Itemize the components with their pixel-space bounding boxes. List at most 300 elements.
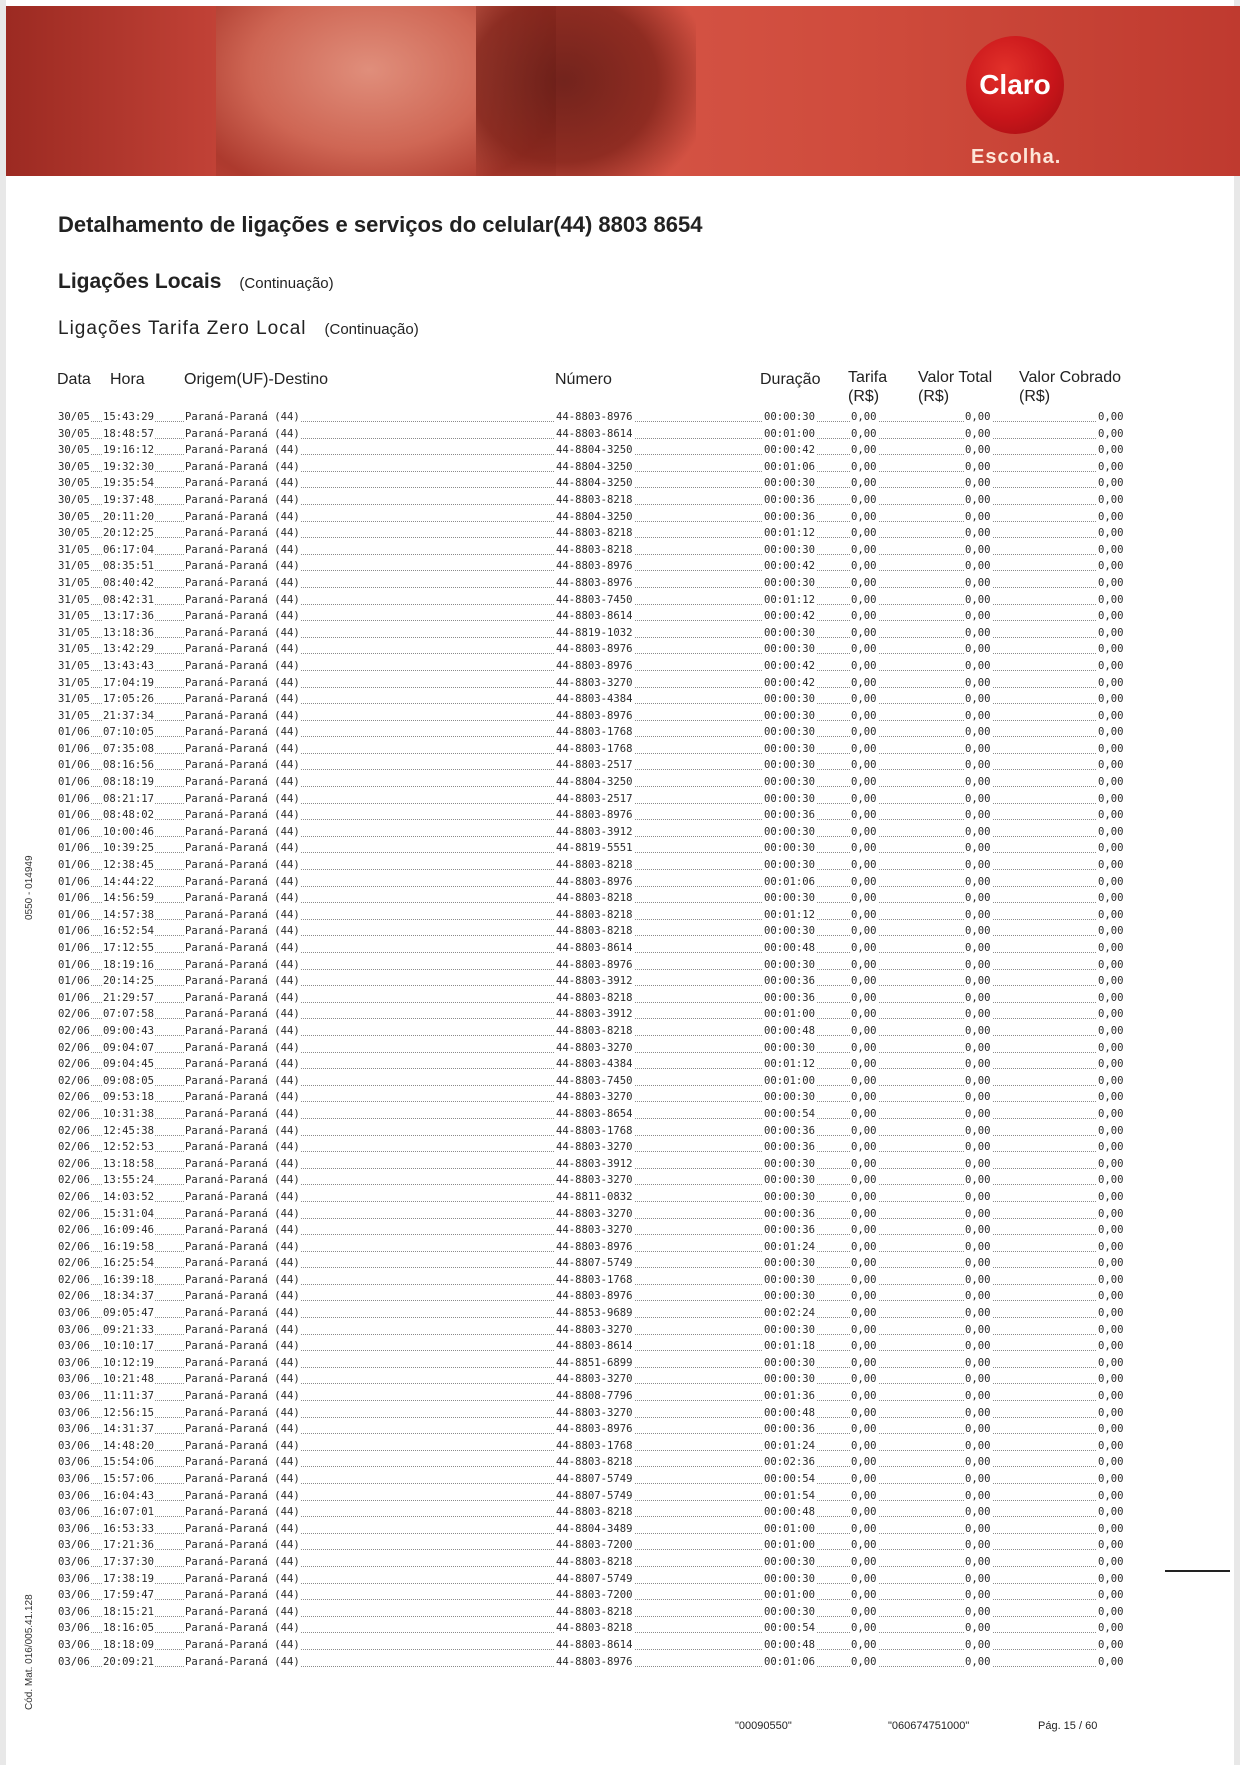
cell-origem: Paraná-Paraná (44) [184,1637,301,1654]
cell-data: 31/05 [57,558,91,575]
cell-numero: 44-8803-1768 [555,1272,634,1289]
cell-data: 31/05 [57,708,91,725]
cell-origem: Paraná-Paraná (44) [184,658,301,675]
cell-tarifa: 0,00 [850,1604,878,1621]
cell-numero: 44-8803-8218 [555,525,634,542]
cell-numero: 44-8803-8218 [555,907,634,924]
cell-duracao: 00:01:18 [763,1338,816,1355]
cell-data: 01/06 [57,990,91,1007]
cell-origem: Paraná-Paraná (44) [184,1123,301,1140]
cell-numero: 44-8804-3250 [555,442,634,459]
cell-valor-total: 0,00 [964,1305,992,1322]
cell-hora: 16:09:46 [102,1222,155,1239]
cell-numero: 44-8804-3489 [555,1521,634,1538]
scan-edge [0,0,6,1765]
table-row [57,1222,1122,1239]
cell-data: 03/06 [57,1371,91,1388]
cell-valor-total: 0,00 [964,592,992,609]
table-row [57,1405,1122,1422]
cell-numero: 44-8803-8976 [555,1239,634,1256]
cell-valor-cobrado: 0,00 [1097,923,1125,940]
cell-valor-total: 0,00 [964,1123,992,1140]
cell-origem: Paraná-Paraná (44) [184,890,301,907]
cell-duracao: 00:01:24 [763,1438,816,1455]
cell-hora: 14:31:37 [102,1421,155,1438]
cell-tarifa: 0,00 [850,625,878,642]
table-row [57,1255,1122,1272]
cell-hora: 19:35:54 [102,475,155,492]
cell-data: 03/06 [57,1405,91,1422]
cell-data: 02/06 [57,1206,91,1223]
cell-tarifa: 0,00 [850,575,878,592]
cell-data: 03/06 [57,1654,91,1671]
cell-valor-total: 0,00 [964,807,992,824]
cell-data: 02/06 [57,1239,91,1256]
cell-valor-cobrado: 0,00 [1097,542,1125,559]
cell-numero: 44-8803-8218 [555,492,634,509]
cell-origem: Paraná-Paraná (44) [184,907,301,924]
cell-valor-total: 0,00 [964,824,992,841]
table-row [57,1023,1122,1040]
cell-hora: 17:59:47 [102,1587,155,1604]
table-row [57,1371,1122,1388]
cell-origem: Paraná-Paraná (44) [184,840,301,857]
cell-valor-cobrado: 0,00 [1097,1454,1125,1471]
cell-tarifa: 0,00 [850,558,878,575]
cell-data: 02/06 [57,1073,91,1090]
cell-numero: 44-8803-3270 [555,1172,634,1189]
table-row [57,973,1122,990]
cell-valor-total: 0,00 [964,1388,992,1405]
cell-data: 31/05 [57,542,91,559]
cell-duracao: 00:00:54 [763,1620,816,1637]
cell-duracao: 00:00:30 [763,840,816,857]
cell-duracao: 00:00:30 [763,691,816,708]
cell-data: 03/06 [57,1521,91,1538]
cell-valor-total: 0,00 [964,1554,992,1571]
cell-duracao: 00:00:42 [763,675,816,692]
cell-duracao: 00:00:30 [763,475,816,492]
cell-tarifa: 0,00 [850,1338,878,1355]
cell-origem: Paraná-Paraná (44) [184,724,301,741]
cell-data: 03/06 [57,1471,91,1488]
cell-origem: Paraná-Paraná (44) [184,426,301,443]
cell-valor-cobrado: 0,00 [1097,1206,1125,1223]
table-row [57,957,1122,974]
cell-data: 30/05 [57,409,91,426]
cell-tarifa: 0,00 [850,1156,878,1173]
table-row [57,608,1122,625]
cell-valor-total: 0,00 [964,791,992,808]
cell-numero: 44-8803-3270 [555,1222,634,1239]
cell-valor-total: 0,00 [964,1139,992,1156]
cell-hora: 19:37:48 [102,492,155,509]
cell-valor-cobrado: 0,00 [1097,1521,1125,1538]
cell-valor-cobrado: 0,00 [1097,1471,1125,1488]
cell-hora: 13:18:58 [102,1156,155,1173]
cell-valor-cobrado: 0,00 [1097,1604,1125,1621]
table-row [57,1073,1122,1090]
cell-valor-total: 0,00 [964,1571,992,1588]
cell-duracao: 00:00:30 [763,741,816,758]
cell-numero: 44-8803-8218 [555,1454,634,1471]
cell-valor-total: 0,00 [964,1172,992,1189]
cell-valor-total: 0,00 [964,558,992,575]
cell-valor-cobrado: 0,00 [1097,1288,1125,1305]
cell-duracao: 00:00:30 [763,774,816,791]
cell-numero: 44-8803-8614 [555,426,634,443]
cell-hora: 21:29:57 [102,990,155,1007]
cell-origem: Paraná-Paraná (44) [184,1454,301,1471]
table-row [57,1156,1122,1173]
cell-tarifa: 0,00 [850,807,878,824]
cell-origem: Paraná-Paraná (44) [184,774,301,791]
table-row [57,1571,1122,1588]
cell-origem: Paraná-Paraná (44) [184,1322,301,1339]
cell-valor-total: 0,00 [964,475,992,492]
table-row [57,840,1122,857]
cell-duracao: 00:01:06 [763,1654,816,1671]
cell-duracao: 00:00:30 [763,575,816,592]
cell-data: 30/05 [57,509,91,526]
cell-tarifa: 0,00 [850,1405,878,1422]
cell-duracao: 00:00:36 [763,509,816,526]
cell-valor-cobrado: 0,00 [1097,1156,1125,1173]
cell-duracao: 00:00:54 [763,1106,816,1123]
cell-valor-total: 0,00 [964,1056,992,1073]
cell-hora: 08:48:02 [102,807,155,824]
cell-valor-cobrado: 0,00 [1097,774,1125,791]
cell-data: 02/06 [57,1006,91,1023]
cell-data: 03/06 [57,1604,91,1621]
cell-duracao: 00:01:12 [763,907,816,924]
cell-tarifa: 0,00 [850,1172,878,1189]
cell-data: 03/06 [57,1438,91,1455]
cell-data: 30/05 [57,492,91,509]
table-row [57,492,1122,509]
cell-tarifa: 0,00 [850,1504,878,1521]
scan-edge [1234,0,1240,1765]
cell-valor-cobrado: 0,00 [1097,1106,1125,1123]
cell-hora: 15:54:06 [102,1454,155,1471]
cell-duracao: 00:00:30 [763,1604,816,1621]
cell-data: 03/06 [57,1488,91,1505]
cell-numero: 44-8803-8976 [555,807,634,824]
cell-hora: 16:53:33 [102,1521,155,1538]
cell-data: 31/05 [57,608,91,625]
cell-numero: 44-8807-5749 [555,1471,634,1488]
cell-data: 02/06 [57,1222,91,1239]
cell-data: 01/06 [57,824,91,841]
cell-tarifa: 0,00 [850,874,878,891]
cell-tarifa: 0,00 [850,791,878,808]
cell-origem: Paraná-Paraná (44) [184,1438,301,1455]
cell-numero: 44-8853-9689 [555,1305,634,1322]
cell-valor-cobrado: 0,00 [1097,973,1125,990]
cell-hora: 19:16:12 [102,442,155,459]
cell-tarifa: 0,00 [850,1421,878,1438]
cell-valor-total: 0,00 [964,1405,992,1422]
cell-data: 30/05 [57,475,91,492]
col-header-numero: Número [555,371,612,388]
table-row [57,1537,1122,1554]
cell-duracao: 00:01:00 [763,426,816,443]
cell-valor-cobrado: 0,00 [1097,874,1125,891]
cell-numero: 44-8808-7796 [555,1388,634,1405]
cell-tarifa: 0,00 [850,1123,878,1140]
cell-valor-total: 0,00 [964,940,992,957]
table-row [57,592,1122,609]
cell-tarifa: 0,00 [850,492,878,509]
cell-hora: 09:53:18 [102,1089,155,1106]
cell-hora: 14:44:22 [102,874,155,891]
cell-valor-total: 0,00 [964,757,992,774]
cell-valor-total: 0,00 [964,957,992,974]
cell-origem: Paraná-Paraná (44) [184,807,301,824]
cell-valor-cobrado: 0,00 [1097,492,1125,509]
cell-valor-total: 0,00 [964,1023,992,1040]
cell-duracao: 00:00:30 [763,1288,816,1305]
table-row [57,724,1122,741]
cell-data: 02/06 [57,1023,91,1040]
cell-hora: 14:56:59 [102,890,155,907]
cell-duracao: 00:00:30 [763,791,816,808]
cell-valor-total: 0,00 [964,1006,992,1023]
cell-tarifa: 0,00 [850,509,878,526]
table-row [57,1189,1122,1206]
cell-numero: 44-8807-5749 [555,1255,634,1272]
cell-numero: 44-8803-3912 [555,1006,634,1023]
cell-numero: 44-8803-1768 [555,1123,634,1140]
table-row [57,1139,1122,1156]
cell-valor-total: 0,00 [964,1537,992,1554]
cell-numero: 44-8803-8218 [555,857,634,874]
cell-hora: 17:21:36 [102,1537,155,1554]
cell-valor-total: 0,00 [964,907,992,924]
cell-hora: 08:35:51 [102,558,155,575]
cell-data: 01/06 [57,874,91,891]
cell-numero: 44-8803-2517 [555,791,634,808]
cell-origem: Paraná-Paraná (44) [184,757,301,774]
cell-data: 01/06 [57,757,91,774]
cell-valor-total: 0,00 [964,1106,992,1123]
cell-origem: Paraná-Paraná (44) [184,558,301,575]
cell-duracao: 00:00:48 [763,1023,816,1040]
cell-valor-cobrado: 0,00 [1097,1620,1125,1637]
cell-hora: 10:00:46 [102,824,155,841]
cell-tarifa: 0,00 [850,641,878,658]
cell-tarifa: 0,00 [850,442,878,459]
cell-hora: 08:40:42 [102,575,155,592]
cell-origem: Paraná-Paraná (44) [184,990,301,1007]
cell-hora: 06:17:04 [102,542,155,559]
cell-valor-cobrado: 0,00 [1097,475,1125,492]
cell-origem: Paraná-Paraná (44) [184,1172,301,1189]
cell-hora: 13:42:29 [102,641,155,658]
cell-hora: 14:57:38 [102,907,155,924]
cell-origem: Paraná-Paraná (44) [184,492,301,509]
cell-valor-cobrado: 0,00 [1097,1305,1125,1322]
banner-photo-detail [476,6,696,176]
cell-duracao: 00:00:42 [763,558,816,575]
call-table-body [57,409,1122,1670]
table-row [57,1322,1122,1339]
cell-valor-cobrado: 0,00 [1097,1040,1125,1057]
cell-numero: 44-8803-3912 [555,973,634,990]
cell-valor-cobrado: 0,00 [1097,1438,1125,1455]
cell-valor-total: 0,00 [964,1206,992,1223]
cell-tarifa: 0,00 [850,525,878,542]
cell-duracao: 00:00:36 [763,492,816,509]
cell-valor-cobrado: 0,00 [1097,708,1125,725]
cell-duracao: 00:00:30 [763,1040,816,1057]
cell-data: 02/06 [57,1040,91,1057]
cell-tarifa: 0,00 [850,990,878,1007]
table-row [57,741,1122,758]
cell-numero: 44-8803-3270 [555,675,634,692]
cell-duracao: 00:00:30 [763,1156,816,1173]
cell-duracao: 00:00:30 [763,1272,816,1289]
table-row [57,807,1122,824]
cell-origem: Paraná-Paraná (44) [184,509,301,526]
cell-duracao: 00:00:30 [763,757,816,774]
cell-duracao: 00:00:36 [763,1206,816,1223]
subsection-continuation: (Continuação) [324,321,419,338]
cell-hora: 19:32:30 [102,459,155,476]
cell-valor-total: 0,00 [964,1239,992,1256]
cell-numero: 44-8803-4384 [555,1056,634,1073]
cell-numero: 44-8803-8218 [555,1504,634,1521]
cell-duracao: 00:00:30 [763,724,816,741]
cell-numero: 44-8807-5749 [555,1488,634,1505]
cell-data: 31/05 [57,658,91,675]
cell-data: 03/06 [57,1388,91,1405]
cell-valor-cobrado: 0,00 [1097,757,1125,774]
cell-valor-total: 0,00 [964,890,992,907]
cell-valor-cobrado: 0,00 [1097,1654,1125,1671]
cell-origem: Paraná-Paraná (44) [184,1604,301,1621]
cell-data: 02/06 [57,1106,91,1123]
cell-tarifa: 0,00 [850,542,878,559]
cell-hora: 16:19:58 [102,1239,155,1256]
cell-valor-total: 0,00 [964,1604,992,1621]
col-header-valor-cobrado: Valor Cobrado (R$) [1019,369,1121,405]
cell-tarifa: 0,00 [850,1521,878,1538]
col-header-data: Data [57,371,91,388]
cell-duracao: 00:00:42 [763,442,816,459]
header-banner [6,6,1240,176]
cell-data: 03/06 [57,1571,91,1588]
cell-numero: 44-8803-8976 [555,558,634,575]
table-row [57,1355,1122,1372]
cell-origem: Paraná-Paraná (44) [184,675,301,692]
cell-duracao: 00:00:48 [763,1637,816,1654]
cell-data: 31/05 [57,675,91,692]
cell-tarifa: 0,00 [850,1554,878,1571]
cell-hora: 20:12:25 [102,525,155,542]
cell-valor-cobrado: 0,00 [1097,1222,1125,1239]
cell-numero: 44-8803-8976 [555,409,634,426]
cell-duracao: 00:00:30 [763,1571,816,1588]
table-row [57,1089,1122,1106]
cell-duracao: 00:00:30 [763,890,816,907]
cell-valor-cobrado: 0,00 [1097,525,1125,542]
cell-tarifa: 0,00 [850,857,878,874]
cell-duracao: 00:00:30 [763,1322,816,1339]
cell-valor-total: 0,00 [964,641,992,658]
cell-numero: 44-8803-8218 [555,923,634,940]
table-row [57,625,1122,642]
cell-data: 02/06 [57,1288,91,1305]
cell-tarifa: 0,00 [850,774,878,791]
cell-tarifa: 0,00 [850,1355,878,1372]
cell-data: 03/06 [57,1537,91,1554]
cell-origem: Paraná-Paraná (44) [184,708,301,725]
cell-duracao: 00:00:30 [763,409,816,426]
table-row [57,1206,1122,1223]
cell-origem: Paraná-Paraná (44) [184,940,301,957]
subsection-title-text: Ligações Tarifa Zero Local [58,318,307,339]
cell-valor-cobrado: 0,00 [1097,575,1125,592]
cell-data: 02/06 [57,1139,91,1156]
cell-data: 30/05 [57,442,91,459]
cell-hora: 13:18:36 [102,625,155,642]
cell-duracao: 00:01:12 [763,1056,816,1073]
cell-valor-cobrado: 0,00 [1097,426,1125,443]
cell-hora: 09:08:05 [102,1073,155,1090]
cell-numero: 44-8803-8654 [555,1106,634,1123]
cell-tarifa: 0,00 [850,1388,878,1405]
cell-valor-total: 0,00 [964,691,992,708]
cell-hora: 18:18:09 [102,1637,155,1654]
table-row [57,1305,1122,1322]
cell-valor-total: 0,00 [964,1322,992,1339]
cell-data: 02/06 [57,1255,91,1272]
cell-valor-total: 0,00 [964,990,992,1007]
cell-numero: 44-8803-8614 [555,608,634,625]
cell-valor-total: 0,00 [964,1338,992,1355]
cell-valor-total: 0,00 [964,1040,992,1057]
subsection-title [58,318,419,340]
cell-valor-total: 0,00 [964,1288,992,1305]
cell-origem: Paraná-Paraná (44) [184,1288,301,1305]
table-row [57,874,1122,891]
cell-duracao: 00:01:00 [763,1587,816,1604]
table-row [57,791,1122,808]
cell-valor-total: 0,00 [964,1637,992,1654]
cell-origem: Paraná-Paraná (44) [184,923,301,940]
cell-hora: 09:21:33 [102,1322,155,1339]
cell-origem: Paraná-Paraná (44) [184,1405,301,1422]
cell-valor-total: 0,00 [964,675,992,692]
cell-valor-cobrado: 0,00 [1097,791,1125,808]
cell-tarifa: 0,00 [850,1106,878,1123]
cell-data: 03/06 [57,1322,91,1339]
cell-numero: 44-8803-1768 [555,741,634,758]
cell-duracao: 00:00:36 [763,973,816,990]
cell-tarifa: 0,00 [850,1488,878,1505]
cell-origem: Paraná-Paraná (44) [184,641,301,658]
table-row [57,641,1122,658]
cell-valor-total: 0,00 [964,708,992,725]
cell-tarifa: 0,00 [850,608,878,625]
cell-valor-cobrado: 0,00 [1097,1272,1125,1289]
cell-numero: 44-8803-8976 [555,1288,634,1305]
cell-data: 01/06 [57,973,91,990]
cell-origem: Paraná-Paraná (44) [184,1654,301,1671]
cell-valor-cobrado: 0,00 [1097,625,1125,642]
cell-origem: Paraná-Paraná (44) [184,525,301,542]
